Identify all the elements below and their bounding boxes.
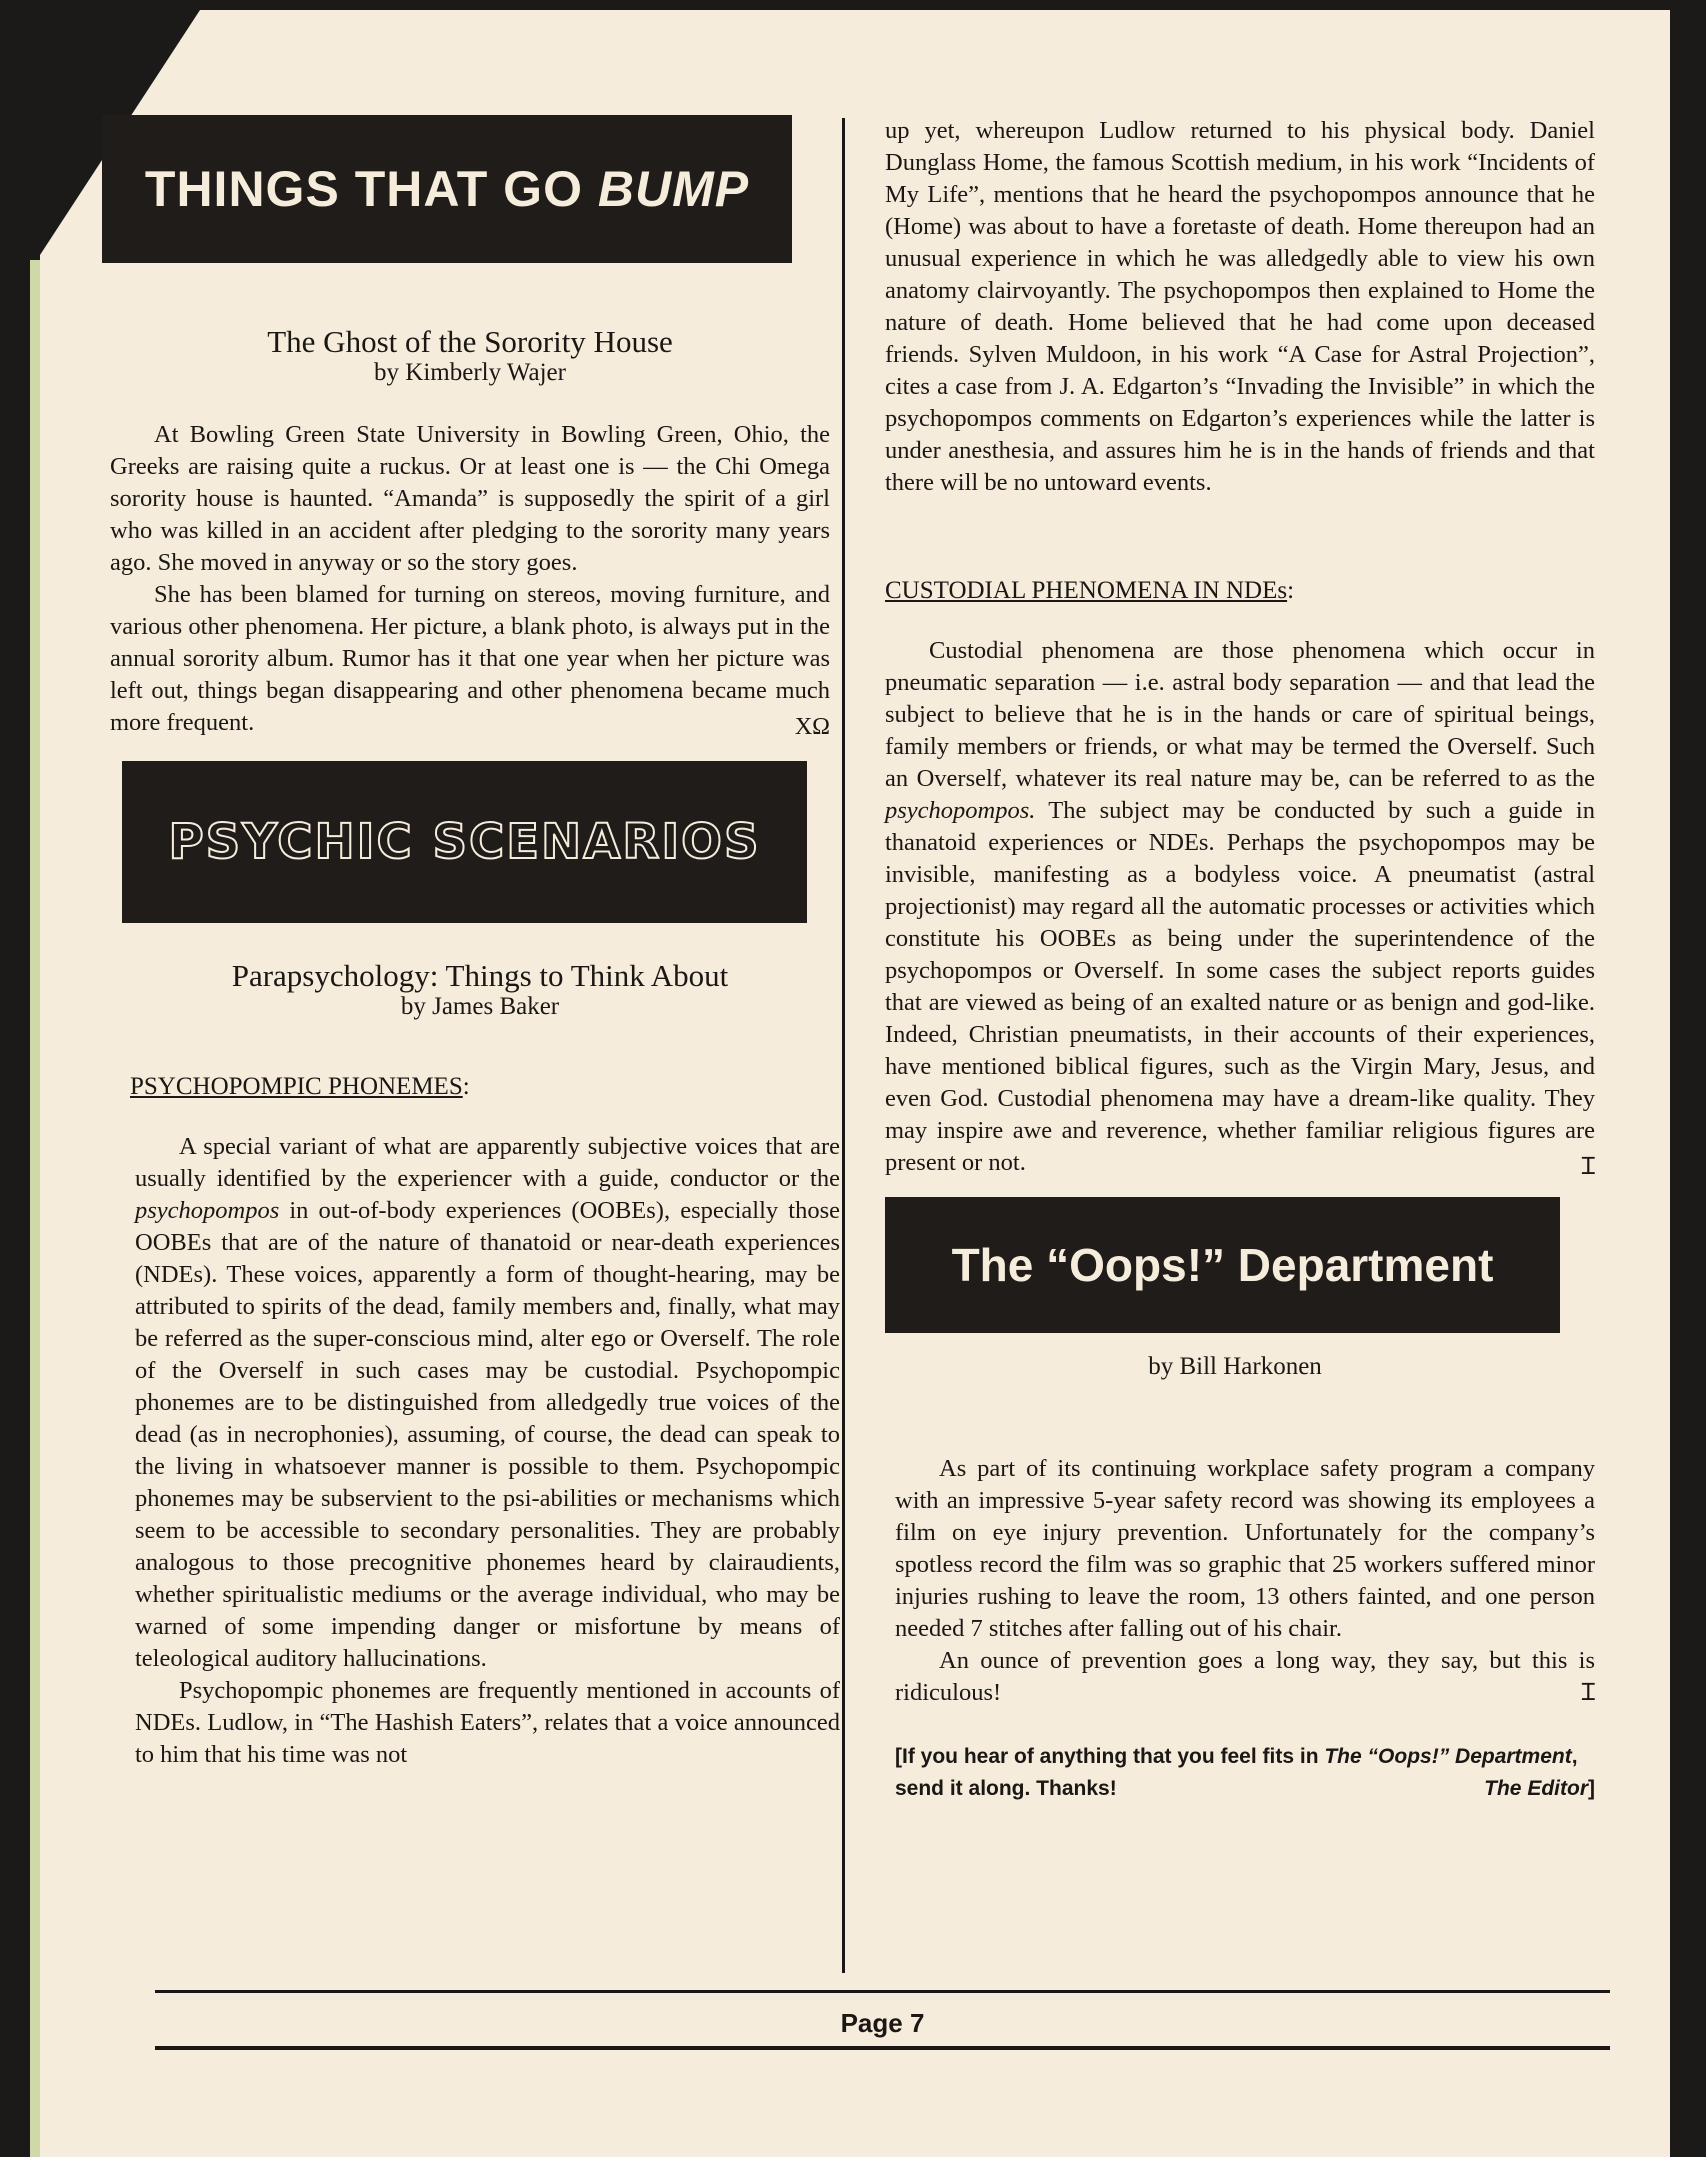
footer-rule-bottom (155, 2046, 1610, 2050)
oops-article (895, 1453, 1595, 1709)
ghost-article (110, 419, 830, 743)
footer-rule-top (155, 1990, 1610, 1993)
banner-prefix: THINGS THAT GO (144, 161, 583, 217)
para-byline: by James Baker (400, 993, 560, 1020)
editor-signature: The Editor (1484, 1777, 1588, 1800)
oops-department-banner (885, 1197, 1560, 1333)
para-signature: Ɪ (1581, 1154, 1595, 1180)
psychic-scenarios-text: PSYCHIC SCENARIOS (168, 814, 761, 870)
ghost-title: The Ghost of the Sorority House (267, 324, 673, 359)
ghost-paragraph-1: At Bowling Green State University in Bowling Green, Ohio, the Greeks are raising quite a ruckus. Or at least one is — the Chi Omega sorority house is haunted. “Amanda” is supposedly the spirit of a girl who was killed in an accident after pledging to the sorority many years ago. She moved in anyway or so the story goes. (110, 421, 830, 576)
para-title: Parapsychology: Things to Think About (231, 958, 729, 993)
banner-emph: BUMP (597, 161, 750, 217)
custodial-article (885, 635, 1595, 1183)
para-paragraph-1: A special variant of what are apparently subjective voices that are usually identified by the experiencer with a guide, conductor or the psychopompos in out-of-body experiences (OOBEs), especially those OOBEs that are of the nature of thanatoid or near-death experiences (NDEs). These voices, apparently a form of thought-hearing, may be attributed to spirits of the dead, family members and, finally, what may be referred as the super-conscious mind, alter ego or Overself. The role of the Overself in such cases may be custodial. Psychopompic phonemes are to be distinguished from alledgedly true voices of the dead (as in necrophonies), assuming, of course, the dead can speak to the living in whatsoever manner is possible to them. Psychopompic phonemes may be subservient to the psi-abilities or mechanisms which seem to be accessible to secondary personalities. They are probably analogous to those precognitive phonemes heard by clairaudients, whether spiritualistic mediums or the average individual, who may be warned of some impending danger or misfortune by means of teleological auditory hallucinations. (135, 1133, 840, 1672)
ghost-signature: XΩ (794, 714, 830, 740)
oops-paragraph-1: As part of its continuing workplace safety program a company with an impressive 5-year safety record was showing its employees a film on eye injury prevention. Unfortunately for the company’s spotless record the film was so graphic that 25 workers suffered minor injuries rushing to leave the room, 13 others fainted, and one person needed 7 stitches after falling out of his chair. (895, 1455, 1595, 1642)
para-paragraph-3: Custodial phenomena are those phenomena which occur in pneumatic separation — i.e. astral body separation — and that lead the subject to believe that he is in the hands or care of spiritual beings, family members or friends, or what may be termed the Overself. Such an Overself, whatever its real nature may be, can be referred to as the psychopompos. The subject may be conducted by such a guide in thanatoid experiences or NDEs. Perhaps the psychopompos may be invisible, manifesting as a bodyless voice. A pneumatist (astral projectionist) may regard all the automatic processes or activities which constitute his OOBEs as being under the superintendence of the psychopompos or Overself. In some cases the subject reports guides that are viewed as being of an exalted nature or as benign and god-like. Indeed, Christian pneumatists, in their accounts of their experiences, have mentioned biblical figures, such as the Virgin Mary, Jesus, and even God. Custodial phenomena may have a dream-like quality. They may inspire awe and reverence, whether familiar religious figures are present or not. (885, 637, 1595, 1176)
para-paragraph-2: Psychopompic phonemes are frequently mentioned in accounts of NDEs. Ludlow, in “The Hashish Eaters”, relates that a voice announced to him that his time was not (135, 1677, 840, 1768)
page-number: Page 7 (840, 2008, 925, 2038)
ghost-paragraph-2: She has been blamed for turning on stereos, moving furniture, and various other phenomena. Her picture, a blank photo, is always put in the annual sorority album. Rumor has it that one year when her picture was left out, things began disappearing and other phenomena became much more frequent. (110, 581, 830, 736)
editor-note: [If you hear of anything that you feel fits in The “Oops!” Department, send it along. Thanks! The Editor] (895, 1745, 1595, 1800)
para-article-right (885, 115, 1595, 499)
psychic-scenarios-banner (122, 761, 807, 923)
oops-byline: by Bill Harkonen (1148, 1353, 1322, 1380)
left-column (110, 115, 840, 1771)
ghost-byline: by Kimberly Wajer (374, 359, 566, 386)
column-divider (842, 118, 845, 1973)
right-column (885, 115, 1595, 1805)
oops-banner-text: The “Oops!” Department (951, 1239, 1494, 1291)
section-heading-custodial: CUSTODIAL PHENOMENA IN NDEs: (885, 577, 1295, 604)
oops-signature: Ɪ (1581, 1680, 1595, 1706)
para-paragraph-2-continued: up yet, whereupon Ludlow returned to his physical body. Daniel Dunglass Home, the famous Scottish medium, in his work “Incidents of My Life”, mentions that he heard the psychopompos announce that he (Home) was about to have a foretaste of death. Home thereupon had an unusual experience in which he was alledgedly able to view his own anatomy clairvoyantly. The psychopompos then explained to Home the nature of death. Home believed that he had come upon deceased friends. Sylven Muldoon, in his work “A Case for Astral Projection”, cites a case from J. A. Edgarton’s “Invading the Invisible” in which the psychopompos comments on Edgarton’s experiences while the latter is under anesthesia, and assures him he is in the hands of friends and that there will be no untoward events. (885, 117, 1595, 496)
things-that-go-bump-banner (102, 115, 792, 263)
para-article-left (135, 1131, 840, 1771)
section-heading-phonemes: PSYCHOPOMPIC PHONEMES: (130, 1073, 470, 1100)
oops-paragraph-2: An ounce of prevention goes a long way, they say, but this is ridiculous! (895, 1647, 1595, 1706)
